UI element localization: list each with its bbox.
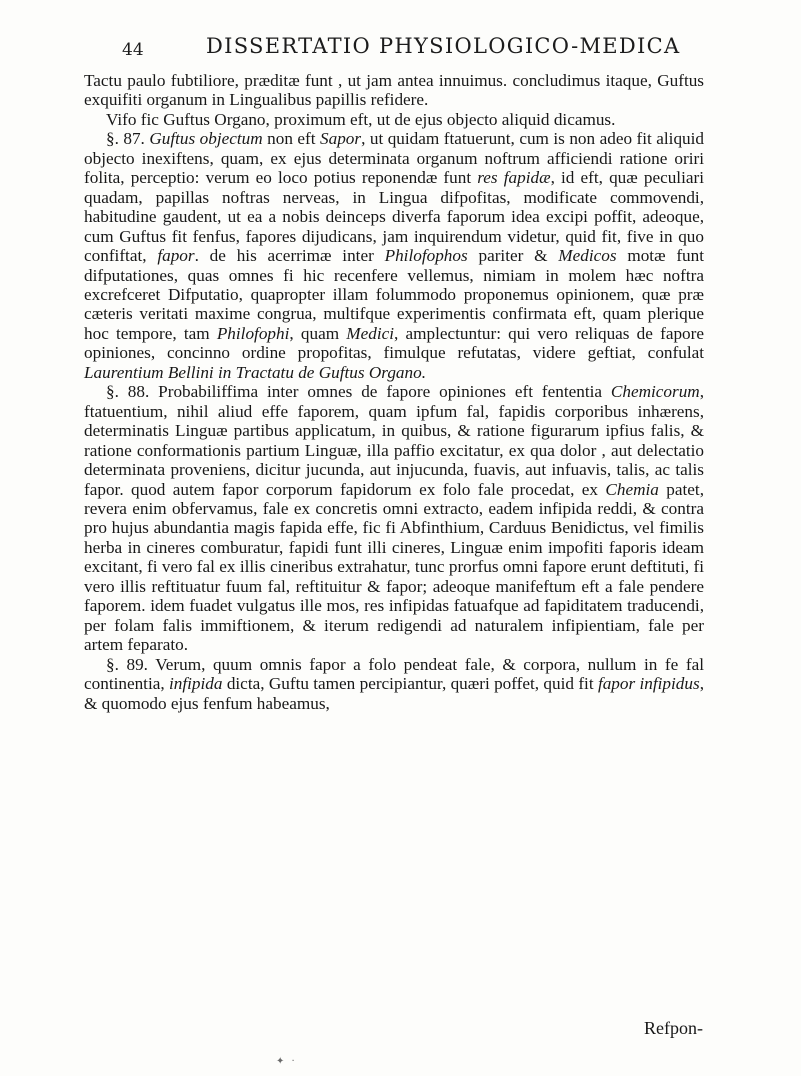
text-run: dicta, Guftu tamen percipiantur, quæri poffet, quid fit — [222, 674, 598, 694]
text-run: , & quomodo ejus fenfum habeamus, — [84, 674, 704, 713]
italic-text: Sapor — [320, 129, 362, 149]
text-run: Tactu paulo fubtiliore, præditæ funt , ut jam antea innuimus. concludimus itaque, Guftus exquifiti organum in Lingualibus papillis refidere. — [84, 71, 704, 110]
italic-text: infipida — [169, 674, 223, 694]
page-header — [122, 30, 704, 64]
running-head: DISSERTATIO PHYSIOLOGICO-MEDICA — [206, 34, 681, 58]
text-run: §. 89. Verum, quum omnis fapor a folo pendeat fale, & corpora, nullum in fe fal continentia, — [84, 654, 704, 694]
text-run: §. 87. — [106, 129, 150, 149]
text-run: , amplectuntur: qui vero reliquas de fapore opiniones, concinno ordine propofitas, fimulque refutatas, videre geftiat, confulat — [84, 323, 705, 363]
text-run: , id eft, quæ peculiari quadam, papillas noftras nerveas, in Lingua difpofitas, modificate commovendi, habitudine gaudent, ut ea a nobis deinceps diverfa faporum idea excipi poffit, adeoque, cum Guftus fit fenfus, fapores dijudicans, jam inquirendum videtur, quid fit, five in quo confiftat, — [84, 168, 704, 266]
text-run: Vifo fic Guftus Organo, proximum eft, ut de ejus objecto aliquid dicamus. — [106, 109, 616, 129]
italic-text: Guftus objectum — [149, 129, 263, 149]
text-run: §. 88. Probabiliffima inter omnes de fapore opiniones eft fententia — [106, 382, 611, 402]
italic-text: fapor infipidus — [597, 674, 700, 694]
paragraph — [84, 382, 704, 654]
text-run: , ut quidam ftatuerunt, cum is non adeo fit aliquid objecto inexiftens, quam, ex ejus determinata organum noftrum afficiendi ratione oriri folita, perceptio: verum eo loco potius reponendæ funt — [84, 129, 705, 188]
catchword: Refpon- — [644, 1018, 703, 1038]
italic-text: Laurentium Bellini in Tractatu de Guftus Organo. — [84, 362, 427, 382]
italic-text: Medicos — [558, 246, 617, 266]
text-run: motæ funt difputationes, quas omnes fi hic recenfere vellemus, nimiam in molem hæc noftra excrefceret Difputatio, quapropter illam folummodo proponemus opinionem, quæ præ cæteris veritati maxime congrua, multifque experimentis confirmata eft, quam plerique hoc tempore, tam — [84, 246, 705, 343]
italic-text: fapor — [157, 246, 195, 266]
italic-text: Philofophi — [216, 323, 290, 343]
text-run: pariter & — [467, 246, 559, 266]
page-number: 44 — [122, 40, 144, 60]
paragraph — [84, 110, 704, 129]
ornament-mark: ✦ · — [276, 1056, 297, 1067]
italic-text: res fapidæ — [477, 168, 551, 188]
body-text — [84, 71, 704, 713]
text-run: patet, revera enim obfervamus, fale ex concretis omni extracto, eadem infipida reddi, & contra pro hujus abundantia magis fapida effe, fic fi Abfinthium, Carduus Benidictus, vel fimilis herba in cineres comburatur, fapidi funt illi cineres, Linguæ enim impofiti faporis ideam excitant, fi vero fal ex illis cineribus extrahatur, tunc prorfus omni fapore erunt deftituti, fi vero illis reftituatur fuum fal, reftituitur & fapor; adeoque manifeftum eft a fale pendere faporem. idem fuadet vulgatus ille mos, res infipidas fatuafque ad fapiditatem traducendi, per folam falis immiftionem, & iterum redigendi ad naturalem infipientiam, fale per artem feparato. — [84, 479, 704, 655]
text-run: , ftatuentium, nihil aliud effe faporem, quam ipfum fal, fapidis corporibus inhærens, determinatis Linguæ partibus applicatum, in quibus, & ratione figurarum ipfius falis, & ratione conformationis partium Linguæ, illa paffio excitatur, ex qua dolor , aut delectatio determinata proveniens, dicitur jucunda, aut injucunda, fuavis, aut infuavis, talis, ac talis fapor. quod autem fapor corporum fapidorum ex folo fale procedat, ex — [84, 382, 704, 499]
paragraph — [84, 129, 704, 382]
text-run: . de his acerrimæ inter — [194, 246, 385, 266]
italic-text: Philofophos — [384, 246, 468, 266]
italic-text: Chemia — [605, 479, 659, 499]
text-run: non eft — [262, 129, 321, 149]
paragraph — [84, 655, 704, 713]
text-run: , quam — [289, 323, 347, 343]
paragraph — [84, 71, 704, 110]
italic-text: Chemicorum — [610, 382, 700, 402]
italic-text: Medici — [346, 323, 395, 343]
